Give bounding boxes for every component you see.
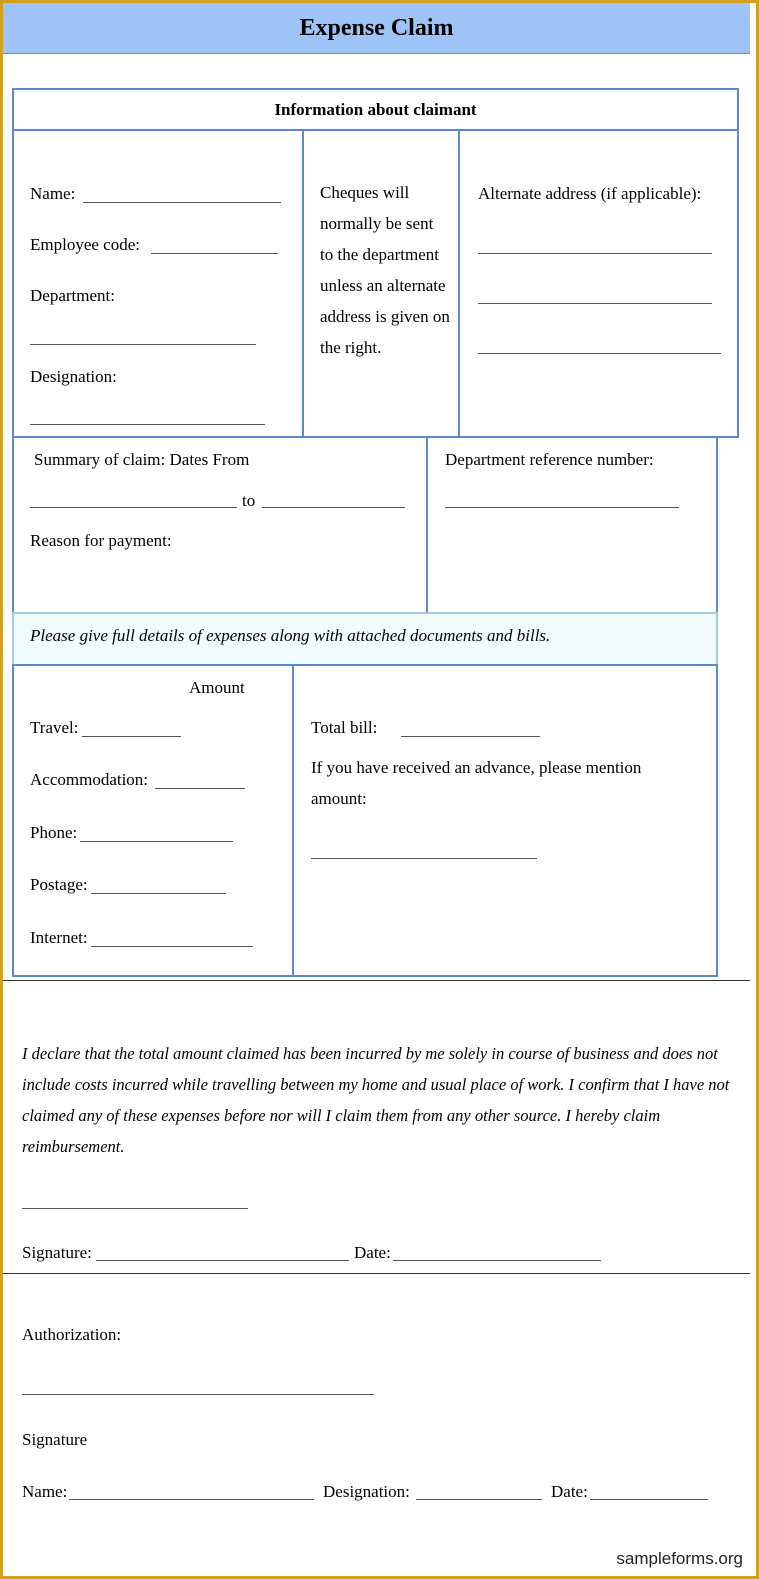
travel-field[interactable] — [82, 736, 181, 737]
amount-box — [12, 664, 718, 977]
phone-label: Phone: — [30, 823, 78, 842]
name-label: Name: — [30, 184, 76, 203]
amount-header: Amount — [189, 678, 245, 697]
advance-field[interactable] — [311, 858, 537, 859]
declaration-top-rule — [3, 980, 750, 981]
declaration-signature-line[interactable] — [22, 1208, 248, 1209]
authorization-date-field[interactable] — [590, 1499, 708, 1500]
details-note: Please give full details of expenses along with attached documents and bills. — [30, 626, 551, 645]
watermark: sampleforms.org — [616, 1549, 743, 1568]
internet-field[interactable] — [91, 946, 253, 947]
authorization-designation-field[interactable] — [416, 1499, 542, 1500]
travel-label: Travel: — [30, 718, 79, 737]
summary-col-divider — [426, 438, 428, 612]
authorization-field[interactable] — [22, 1394, 374, 1395]
authorization-name-field[interactable] — [69, 1499, 314, 1500]
employee-code-field[interactable] — [151, 253, 278, 254]
claimant-col-divider-2 — [458, 131, 460, 436]
dept-ref-field[interactable] — [445, 507, 679, 508]
alternate-address-line-2[interactable] — [478, 303, 712, 304]
department-label: Department: — [30, 286, 115, 305]
accommodation-field[interactable] — [155, 788, 245, 789]
reason-label: Reason for payment: — [30, 531, 172, 550]
postage-field[interactable] — [91, 893, 226, 894]
postage-label: Postage: — [30, 875, 88, 894]
claimant-header-box — [12, 88, 739, 131]
designation-label: Designation: — [30, 367, 117, 386]
declaration-signature-field[interactable] — [96, 1260, 349, 1261]
to-label: to — [242, 491, 256, 510]
declaration-signature-label: Signature: — [22, 1243, 92, 1262]
total-bill-label: Total bill: — [311, 718, 378, 737]
authorization-date-label: Date: — [551, 1482, 588, 1501]
declaration-text: I declare that the total amount claimed has been incurred by me solely in course of business and does not include costs incurred while travelling between my home and usual place of work. I confirm that I have not claimed any of these expenses before nor will I claim them from any other source. I hereby claim reimbursement. — [22, 1044, 730, 1156]
alternate-address-line-1[interactable] — [478, 253, 712, 254]
designation-field[interactable] — [30, 424, 265, 425]
declaration-date-field[interactable] — [393, 1260, 601, 1261]
authorization-name-label: Name: — [22, 1482, 68, 1501]
declaration-date-label: Date: — [354, 1243, 391, 1262]
date-from-field[interactable] — [30, 507, 237, 508]
dept-ref-label: Department reference number: — [445, 450, 654, 469]
phone-field[interactable] — [80, 841, 233, 842]
advance-label: If you have received an advance, please mention amount: — [311, 758, 642, 808]
total-bill-field[interactable] — [401, 736, 540, 737]
employee-code-label: Employee code: — [30, 235, 140, 254]
claimant-col-divider-1 — [302, 131, 304, 436]
internet-label: Internet: — [30, 928, 88, 947]
authorization-signature-label: Signature — [22, 1430, 88, 1449]
cheque-note: Cheques will normally be sent to the department unless an alternate address is given on the right. — [320, 183, 450, 357]
amount-col-divider — [292, 666, 294, 975]
department-field[interactable] — [30, 344, 256, 345]
authorization-top-rule — [3, 1273, 750, 1274]
date-to-field[interactable] — [262, 507, 405, 508]
authorization-label: Authorization: — [22, 1325, 122, 1344]
alternate-address-line-3[interactable] — [478, 353, 721, 354]
form-title: Expense Claim — [299, 14, 454, 41]
title-bar — [3, 3, 750, 54]
dates-from-label: Summary of claim: Dates From — [34, 450, 250, 469]
alternate-address-label: Alternate address (if applicable): — [478, 184, 702, 203]
claimant-header: Information about claimant — [274, 99, 477, 119]
accommodation-label: Accommodation: — [30, 770, 149, 789]
name-field[interactable] — [83, 202, 281, 203]
authorization-designation-label: Designation: — [323, 1482, 410, 1501]
